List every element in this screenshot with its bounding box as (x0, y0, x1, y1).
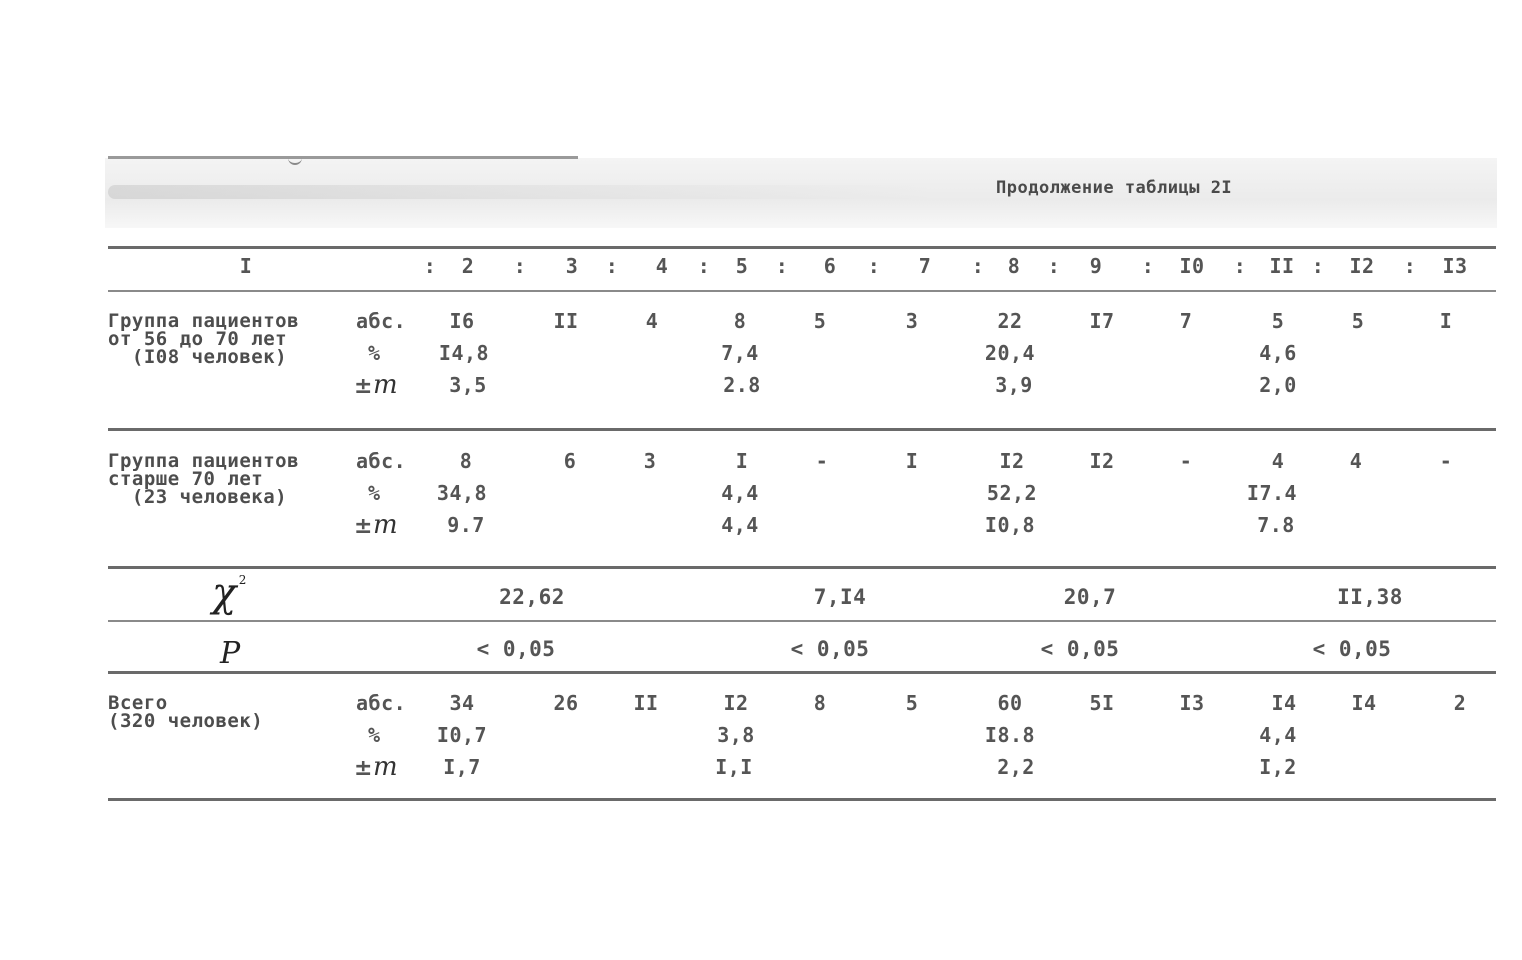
pm-m: m (372, 752, 399, 782)
header-separator: : (1233, 254, 1247, 278)
pm-sign: ± (354, 374, 373, 399)
cell-pct: 20,4 (984, 341, 1036, 365)
cell-abs: 8 (459, 449, 473, 473)
cell-pct: 4,4 (1259, 723, 1297, 747)
rule-group1-bottom (108, 428, 1496, 431)
cell-abs: 7 (1179, 309, 1193, 333)
indicator-abs: абс. (356, 449, 407, 473)
header-separator: : (1311, 254, 1325, 278)
cell-abs: - (1439, 449, 1453, 473)
cell-abs: I4 (1271, 691, 1297, 715)
chi-square-symbol (212, 570, 247, 616)
group-1-label: Группа пациентов от 56 до 70 лет (I08 человек) (108, 310, 300, 368)
indicator-abs: абс. (356, 309, 407, 333)
cell-abs: I (735, 449, 749, 473)
pm-m: m (372, 370, 399, 400)
cell-m: 3,5 (449, 373, 487, 397)
cell-abs: 5I (1089, 691, 1115, 715)
chi-symbol: χ (212, 570, 237, 616)
rule-group2-bottom (108, 566, 1496, 569)
cell-abs: 60 (997, 691, 1023, 715)
header-col-13: I3 (1442, 254, 1468, 278)
cell-abs: II (633, 691, 659, 715)
header-col-9: 9 (1089, 254, 1103, 278)
scan-smudge (108, 185, 938, 199)
cell-abs: 5 (813, 309, 827, 333)
cell-pct: I4,8 (438, 341, 490, 365)
cell-abs: 22 (997, 309, 1023, 333)
cell-abs: - (1179, 449, 1193, 473)
cell-pct: 34,8 (436, 481, 488, 505)
cell-abs: I2 (999, 449, 1025, 473)
header-separator: : (605, 254, 619, 278)
cell-abs: II (553, 309, 579, 333)
cell-pct: 3,8 (717, 723, 755, 747)
cell-pct: 7,4 (721, 341, 759, 365)
cell-m: 2,0 (1259, 373, 1297, 397)
cell-m: I0,8 (984, 513, 1036, 537)
cell-abs: 8 (733, 309, 747, 333)
indicator-pct: % (368, 723, 381, 747)
cell-m: 9.7 (447, 513, 485, 537)
cell-pct: 4,6 (1259, 341, 1297, 365)
total-label: Всего (320 человек) (108, 692, 264, 732)
page-top-edge (108, 156, 578, 159)
cell-m: 7.8 (1257, 513, 1295, 537)
chi-value: 7,I4 (813, 585, 867, 609)
indicator-pm (354, 752, 398, 782)
chi-value: II,38 (1337, 585, 1403, 609)
header-col-7: 7 (918, 254, 932, 278)
cell-abs: 8 (813, 691, 827, 715)
cell-abs: 3 (905, 309, 919, 333)
cell-abs: I (1439, 309, 1453, 333)
header-col-3: 3 (565, 254, 579, 278)
cell-m: 2.8 (723, 373, 761, 397)
chi-superscript: 2 (238, 573, 247, 587)
cell-m: I,2 (1259, 755, 1297, 779)
header-col-8: 8 (1007, 254, 1021, 278)
header-col-1: I (239, 254, 253, 278)
pm-sign: ± (354, 514, 373, 539)
cell-abs: 6 (563, 449, 577, 473)
chi-value: 22,62 (499, 585, 565, 609)
header-col-5: 5 (735, 254, 749, 278)
header-col-12: I2 (1349, 254, 1375, 278)
cell-pct: I0,7 (436, 723, 488, 747)
cell-abs: I2 (1089, 449, 1115, 473)
cell-abs: 5 (1271, 309, 1285, 333)
cell-abs: 4 (645, 309, 659, 333)
cell-abs: I7 (1089, 309, 1115, 333)
pm-sign: ± (354, 756, 373, 781)
header-separator: : (775, 254, 789, 278)
header-separator: : (697, 254, 711, 278)
cell-pct: 52,2 (986, 481, 1038, 505)
rule-top (108, 246, 1496, 249)
group-2-label: Группа пациентов старше 70 лет (23 человека) (108, 450, 300, 508)
rule-header-bottom (108, 290, 1496, 292)
cell-abs: I2 (723, 691, 749, 715)
chi-value: 20,7 (1063, 585, 1117, 609)
cell-abs: 4 (1271, 449, 1285, 473)
cell-m: 4,4 (721, 513, 759, 537)
header-col-10: I0 (1179, 254, 1205, 278)
cell-pct: 4,4 (721, 481, 759, 505)
cell-abs: I6 (449, 309, 475, 333)
cell-abs: 26 (553, 691, 579, 715)
cell-m: I,I (715, 755, 753, 779)
header-col-4: 4 (655, 254, 669, 278)
p-value: < 0,05 (1312, 637, 1392, 661)
header-separator: : (1141, 254, 1155, 278)
rule-table-bottom (108, 798, 1496, 801)
table-caption: Продолжение таблицы 2I (996, 178, 1233, 198)
pm-m: m (372, 510, 399, 540)
header-col-11: II (1269, 254, 1295, 278)
indicator-pct: % (368, 481, 381, 505)
p-value: < 0,05 (1040, 637, 1120, 661)
header-separator: : (971, 254, 985, 278)
cell-abs: - (815, 449, 829, 473)
rule-p-bottom (108, 671, 1496, 674)
cell-abs: 5 (905, 691, 919, 715)
indicator-abs: абс. (356, 691, 407, 715)
cell-m: I,7 (443, 755, 481, 779)
p-value: < 0,05 (476, 637, 556, 661)
cell-abs: 2 (1453, 691, 1467, 715)
cell-m: 2,2 (997, 755, 1035, 779)
header-separator: : (513, 254, 527, 278)
header-separator: : (1047, 254, 1061, 278)
cell-abs: 3 (643, 449, 657, 473)
header-col-2: 2 (461, 254, 475, 278)
cell-pct: I8.8 (984, 723, 1036, 747)
p-value: < 0,05 (790, 637, 870, 661)
cell-abs: I4 (1351, 691, 1377, 715)
cell-abs: 5 (1351, 309, 1365, 333)
p-symbol: P (220, 636, 241, 671)
cell-abs: 4 (1349, 449, 1363, 473)
indicator-pm (354, 370, 398, 400)
rule-chi-bottom (108, 620, 1496, 622)
header-col-6: 6 (823, 254, 837, 278)
cell-abs: I (905, 449, 919, 473)
header-separator: : (423, 254, 437, 278)
header-separator: : (867, 254, 881, 278)
indicator-pct: % (368, 341, 381, 365)
cell-pct: I7.4 (1246, 481, 1298, 505)
header-separator: : (1403, 254, 1417, 278)
cell-abs: 34 (449, 691, 475, 715)
cell-m: 3,9 (995, 373, 1033, 397)
cell-abs: I3 (1179, 691, 1205, 715)
indicator-pm (354, 510, 398, 540)
